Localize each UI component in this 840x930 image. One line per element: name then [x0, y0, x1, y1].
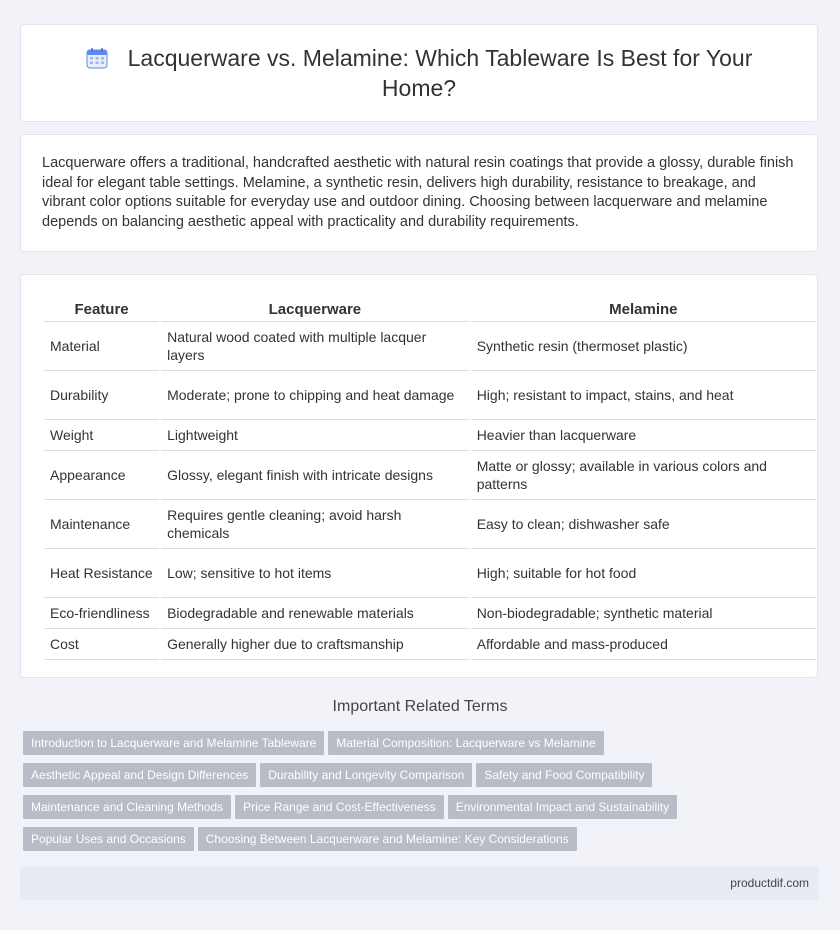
related-term-tag[interactable]: Aesthetic Appeal and Design Differences	[23, 763, 256, 787]
related-term-tag[interactable]: Price Range and Cost-Effectiveness	[235, 795, 444, 819]
table-row	[44, 629, 816, 660]
feature-cell: Maintenance	[44, 500, 159, 549]
title-card	[20, 24, 818, 122]
related-terms-list	[23, 731, 803, 859]
lacquerware-cell: Low; sensitive to hot items	[161, 549, 469, 598]
related-term-tag[interactable]: Maintenance and Cleaning Methods	[23, 795, 231, 819]
footer-site-link[interactable]: productdif.com	[730, 876, 809, 890]
lacquerware-cell: Lightweight	[161, 420, 469, 451]
related-term-tag[interactable]: Durability and Longevity Comparison	[260, 763, 472, 787]
melamine-cell: Matte or glossy; available in various colors and patterns	[471, 451, 816, 500]
table-row	[44, 500, 816, 549]
melamine-cell: Easy to clean; dishwasher safe	[471, 500, 816, 549]
lacquerware-cell: Biodegradable and renewable materials	[161, 598, 469, 629]
lacquerware-cell: Glossy, elegant finish with intricate designs	[161, 451, 469, 500]
table-row	[44, 549, 816, 598]
melamine-cell: High; suitable for hot food	[471, 549, 816, 598]
comparison-card	[20, 274, 818, 678]
header-feature: Feature	[44, 295, 159, 322]
header-melamine: Melamine	[471, 295, 816, 322]
table-row	[44, 451, 816, 500]
related-terms-heading: Important Related Terms	[332, 698, 508, 715]
related-term-tag[interactable]: Environmental Impact and Sustainability	[448, 795, 677, 819]
related-term-tag[interactable]: Safety and Food Compatibility	[476, 763, 652, 787]
feature-cell: Appearance	[44, 451, 159, 500]
table-header-row	[44, 295, 816, 322]
melamine-cell: Synthetic resin (thermoset plastic)	[471, 322, 816, 371]
feature-cell: Heat Resistance	[44, 549, 159, 598]
footer	[20, 866, 819, 900]
feature-cell: Cost	[44, 629, 159, 660]
related-term-tag[interactable]: Introduction to Lacquerware and Melamine Tableware	[23, 731, 324, 755]
lacquerware-cell: Requires gentle cleaning; avoid harsh chemicals	[161, 500, 469, 549]
table-row	[44, 322, 816, 371]
table-row	[44, 598, 816, 629]
related-term-tag[interactable]: Popular Uses and Occasions	[23, 827, 194, 851]
page-title-wrap	[21, 43, 817, 103]
table-row	[44, 420, 816, 451]
related-term-tag[interactable]: Material Composition: Lacquerware vs Melamine	[328, 731, 603, 755]
feature-cell: Eco-friendliness	[44, 598, 159, 629]
melamine-cell: High; resistant to impact, stains, and heat	[471, 371, 816, 420]
page-title: Lacquerware vs. Melamine: Which Tableware Is Best for Your Home?	[127, 45, 753, 101]
comparison-table	[42, 295, 818, 660]
intro-card	[20, 134, 818, 252]
feature-cell: Material	[44, 322, 159, 371]
lacquerware-cell: Moderate; prone to chipping and heat damage	[161, 371, 469, 420]
calendar-icon	[86, 47, 108, 69]
lacquerware-cell: Generally higher due to craftsmanship	[161, 629, 469, 660]
feature-cell: Weight	[44, 420, 159, 451]
melamine-cell: Affordable and mass-produced	[471, 629, 816, 660]
intro-paragraph: Lacquerware offers a traditional, handcrafted aesthetic with natural resin coatings that provide a glossy, durable finish ideal for elegant table settings. Melamine, a synthetic resin, delivers high durability, resistance to breakage, and vibrant color options suitable for everyday use and outdoor dining. Choosing between lacquerware and melamine depends on balancing aesthetic appeal with practicality and durability requirements.	[42, 155, 794, 230]
header-lacquerware: Lacquerware	[161, 295, 469, 322]
feature-cell: Durability	[44, 371, 159, 420]
melamine-cell: Heavier than lacquerware	[471, 420, 816, 451]
table-row	[44, 371, 816, 420]
related-term-tag[interactable]: Choosing Between Lacquerware and Melamine: Key Considerations	[198, 827, 577, 851]
melamine-cell: Non-biodegradable; synthetic material	[471, 598, 816, 629]
lacquerware-cell: Natural wood coated with multiple lacquer layers	[161, 322, 469, 371]
